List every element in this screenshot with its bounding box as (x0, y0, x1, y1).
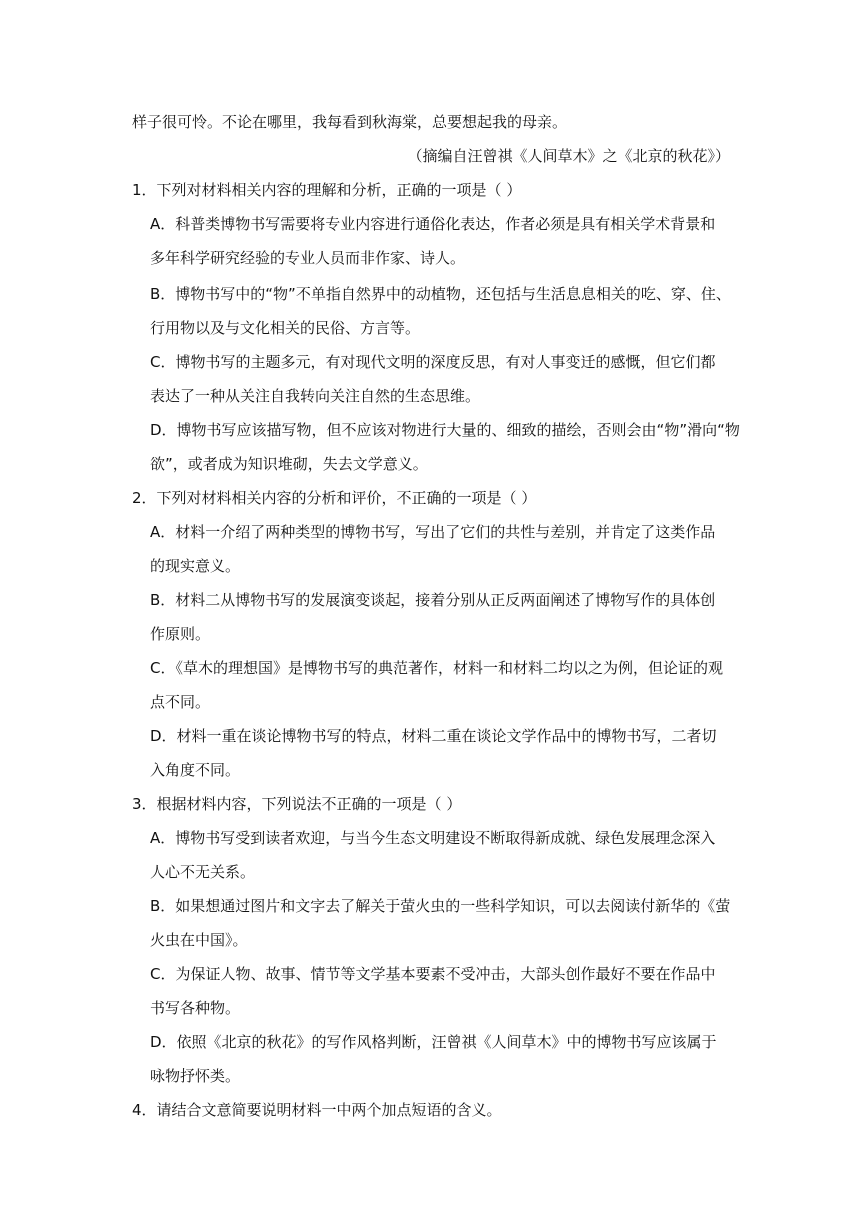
q1-option-b-cont: 行用物以及与文化相关的民俗、方言等。 (150, 319, 421, 337)
question-1-stem: 1．下列对材料相关内容的理解和分析，正确的一项是（ ） (132, 181, 522, 199)
q3-option-c-cont: 书写各种物。 (150, 999, 241, 1017)
q3-option-a-cont: 人心不无关系。 (150, 863, 256, 881)
q1-option-d: D．博物书写应该描写物，但不应该对物进行大量的、细致的描绘，否则会由“物”滑向“物 (150, 421, 740, 439)
q3-option-b-cont: 火虫在中国》。 (150, 931, 248, 949)
q1-option-b: B．博物书写中的“物”不单指自然界中的动植物，还包括与生活息息相关的吃、穿、住、 (150, 285, 731, 303)
passage-last-line: 样子很可怜。不论在哪里，我每看到秋海棠，总要想起我的母亲。 (132, 113, 568, 131)
question-3-stem: 3．根据材料内容，下列说法不正确的一项是（ ） (132, 795, 462, 813)
passage-source: （摘编自汪曾祺《人间草木》之《北京的秋花》） (407, 147, 730, 165)
q1-option-a: A．科普类博物书写需要将专业内容进行通俗化表达，作者必须是具有相关学术背景和 (150, 215, 716, 233)
q2-option-c: C．《草木的理想国》是博物书写的典范著作，材料一和材料二均以之为例，但论证的观 (150, 659, 723, 677)
question-4-stem: 4．请结合文意简要说明材料一中两个加点短语的含义。 (132, 1101, 502, 1119)
q3-option-d: D．依照《北京的秋花》的写作风格判断，汪曾祺《人间草木》中的博物书写应该属于 (150, 1033, 717, 1051)
q2-option-c-cont: 点不同。 (150, 693, 211, 711)
question-2-stem: 2．下列对材料相关内容的分析和评价，不正确的一项是（ ） (132, 489, 537, 507)
q2-option-d-cont: 入角度不同。 (150, 761, 241, 779)
q2-option-b-cont: 作原则。 (150, 625, 211, 643)
q2-option-b: B．材料二从博物书写的发展演变谈起，接着分别从正反两面阐述了博物写作的具体创 (150, 591, 716, 609)
q1-option-a-cont: 多年科学研究经验的专业人员而非作家、诗人。 (150, 249, 466, 267)
q3-option-b: B．如果想通过图片和文字去了解关于萤火虫的一些科学知识，可以去阅读付新华的《萤 (150, 897, 731, 915)
q3-option-a: A．博物书写受到读者欢迎，与当今生态文明建设不断取得新成就、绿色发展理念深入 (150, 829, 716, 847)
q2-option-a: A．材料一介绍了两种类型的博物书写，写出了它们的共性与差别，并肯定了这类作品 (150, 523, 716, 541)
q3-option-d-cont: 咏物抒怀类。 (150, 1067, 241, 1085)
q1-option-d-cont: 欲”，或者成为知识堆砌，失去文学意义。 (150, 455, 428, 473)
q1-option-c-cont: 表达了一种从关注自我转向关注自然的生态思维。 (150, 387, 481, 405)
q2-option-a-cont: 的现实意义。 (150, 557, 241, 575)
q1-option-c: C．博物书写的主题多元，有对现代文明的深度反思，有对人事变迁的感慨，但它们都 (150, 353, 716, 371)
q2-option-d: D．材料一重在谈论博物书写的特点，材料二重在谈论文学作品中的博物书写，二者切 (150, 727, 717, 745)
q3-option-c: C．为保证人物、故事、情节等文学基本要素不受冲击，大部头创作最好不要在作品中 (150, 965, 716, 983)
